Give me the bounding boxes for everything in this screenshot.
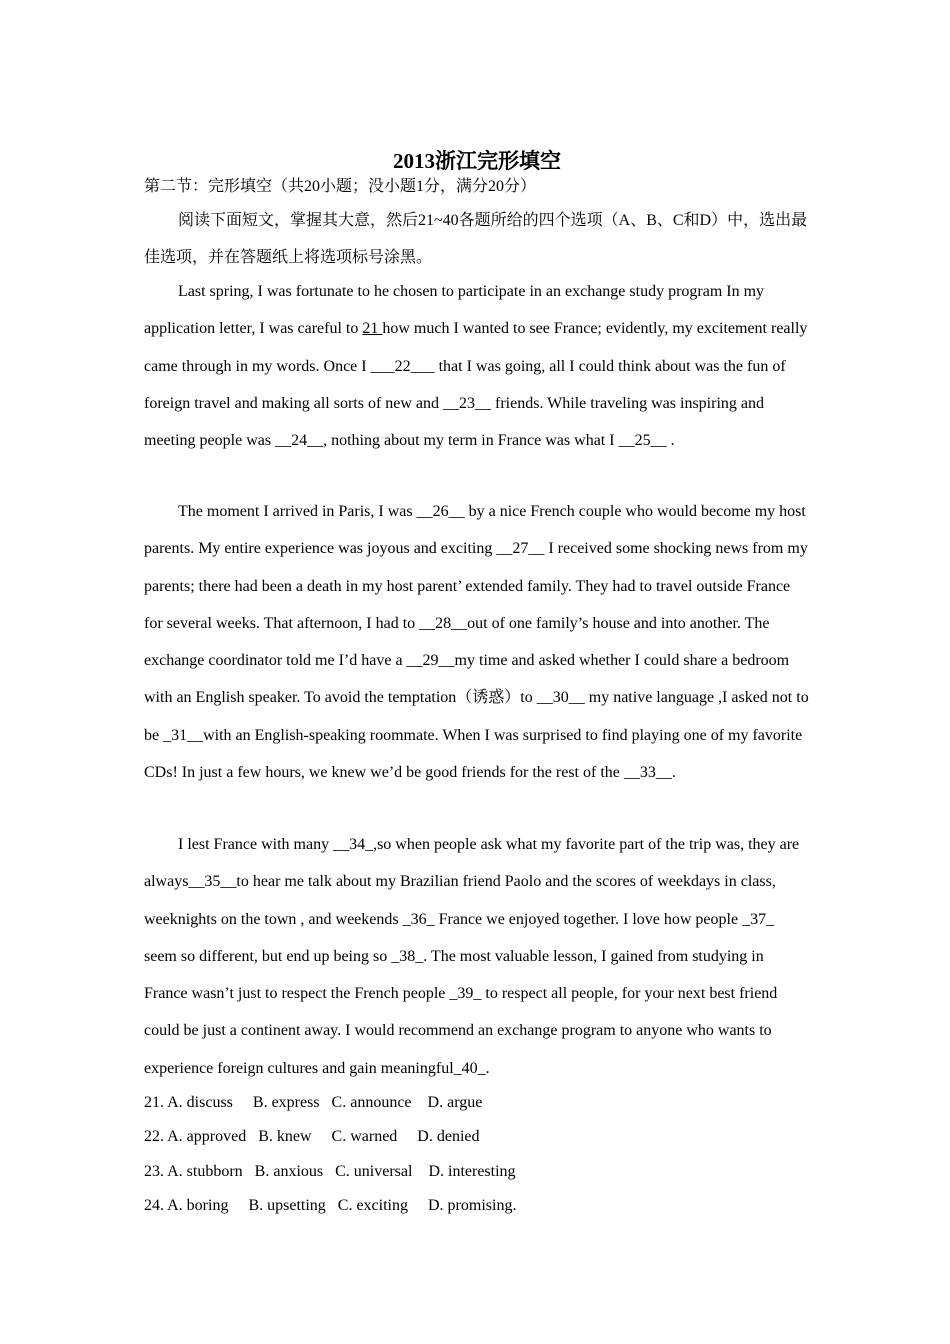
answer-options [144, 1090, 810, 1227]
blank-21: 21 [362, 320, 383, 338]
section-heading: 第二节：完形填空（共20小题；没小题1分，满分20分） [144, 178, 537, 195]
option-row-23: 23. A. stubborn B. anxious C. universal D. interesting [144, 1162, 516, 1180]
option-row-22: 22. A. approved B. knew C. warned D. denied [144, 1128, 480, 1146]
instructions: 阅读下面短文，掌握其大意，然后21~40各题所给的四个选项（A、B、C和D）中，选出最佳选项，并在答题纸上将选项标号涂黑。 [144, 212, 808, 266]
passage-paragraph-3: I lest France with many __34_,so when people ask what my favorite part of the trip was, they are always__35__to hear me talk about my Brazilian friend Paolo and the scores of weekdays in class, weeknights on the town , and weekends _36_ France we enjoyed together. I love how people _37_ seem so different, but end up being so _38_. The most valuable lesson, I gained from studying in France wasn’t just to respect the French people _39_ to respect all people, for your next best friend could be just a continent away. I would recommend an exchange program to anyone who wants to experience foreign cultures and gain meaningful_40_. [144, 836, 800, 1077]
document-title: 2013浙江完形填空 [393, 149, 561, 173]
passage-text: Last spring, I was fortunate to he chosen to participate in an exchange study program In my application letter, I was careful to [144, 283, 765, 338]
passage-text: how much I wanted to see France; evidently, my excitement really came through in my words. Once I ___22___ that I was going, all I could think about was the fun of foreign travel and making all sorts of new and __23__ friends. While traveling was inspiring and meeting people was __24__, nothing about my term in France was what I __25__ . [144, 320, 808, 450]
option-row-24: 24. A. boring B. upsetting C. exciting D. promising. [144, 1196, 517, 1214]
option-row-21: 21. A. discuss B. express C. announce D. argue [144, 1094, 483, 1111]
passage-paragraph-1 [144, 273, 810, 459]
passage-paragraph-2: The moment I arrived in Paris, I was __26__ by a nice French couple who would become my host parents. My entire experience was joyous and exciting __27__ I received some shocking news from my parents; there had been a death in my host parent’ extended family. They had to travel outside France for several weeks. That afternoon, I had to __28__out of one family’s house and into another. The exchange coordinator told me I’d have a __29__my time and asked whether I could share a bedroom with an English speaker. To avoid the temptation（诱惑）to __30__ my native language ,I asked not to be _31__with an English-speaking roommate. When I was surprised to find playing one of my favorite CDs! In just a few hours, we knew we’d be good friends for the rest of the __33__. [144, 503, 809, 782]
